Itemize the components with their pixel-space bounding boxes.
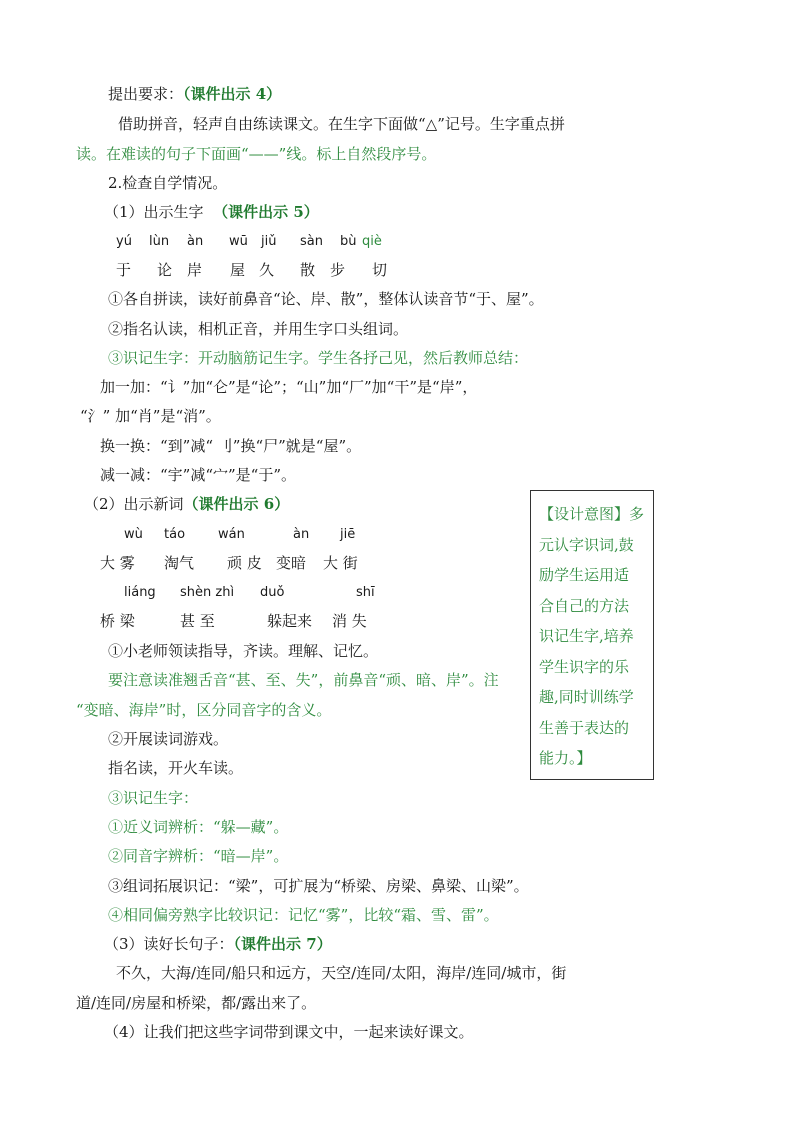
pronunciation-note: 要注意读准翘舌音“甚、至、失”，前鼻音“顽、暗、岸”。注 <box>108 671 499 689</box>
section-4-heading: （4）让我们把这些字词带到课文中，一起来读好课文。 <box>104 1023 474 1041</box>
word: 变暗 <box>276 554 307 572</box>
step-1: ①各自拼读，读好前鼻音“论、岸、散”，整体认读音节“于、屋”。 <box>108 290 544 308</box>
word: 大 雾 <box>100 554 135 572</box>
pinyin: jiē <box>340 527 356 542</box>
long-sentence: 不久，大海/连同/船只和远方，天空/连同/太阳，海岸/连同/城市，街 <box>116 964 567 982</box>
section-1-heading: （1）出示生字 （课件出示 5） <box>104 203 319 221</box>
design-intent-line: 励学生运用适 <box>539 566 630 584</box>
step-3: ③识记生字：开动脑筋记生字。学生各抒己见，然后教师总结： <box>108 349 529 367</box>
character: 岸 <box>187 261 203 279</box>
word: 消 失 <box>332 612 367 630</box>
character: 久 <box>259 261 275 279</box>
design-intent-box <box>530 490 654 780</box>
character: 散 <box>300 261 316 279</box>
courseware-ref-7: （课件出示 7） <box>233 935 332 953</box>
pronunciation-note-cont: “变暗、海岸”时，区分同音字的含义。 <box>76 701 332 719</box>
pinyin: bù <box>340 234 357 249</box>
word: 桥 梁 <box>100 612 135 630</box>
pinyin: qiè <box>362 234 382 249</box>
instruction-text: 借助拼音，轻声自由练读课文。在生字下面做“△”记号。生字重点拼 <box>118 115 565 133</box>
word: 甚 至 <box>180 612 215 630</box>
character: 屋 <box>230 261 246 279</box>
pinyin: wán <box>218 527 245 542</box>
subtract-method: 减一减：“宇”减“宀”是“于”。 <box>100 466 297 484</box>
long-sentence-cont: 道/连同/房屋和桥梁，都/露出来了。 <box>76 994 317 1012</box>
step-game: ②开展读词游戏。 <box>108 730 229 748</box>
requirement-label: 提出要求： <box>108 85 184 103</box>
pinyin: liáng <box>124 585 156 600</box>
memorize-4: ④相同偏旁熟字比较识记：记忆“雾”，比较“霜、雪、雷”。 <box>108 906 499 924</box>
courseware-ref-6: （课件出示 6） <box>183 495 290 513</box>
character: 步 <box>330 261 346 279</box>
pinyin: àn <box>187 234 204 249</box>
instruction-text-cont: 读。在难读的句子下面画“——”线。标上自然段序号。 <box>76 145 437 163</box>
pinyin: duǒ <box>260 585 285 600</box>
memorize-heading: ③识记生字： <box>108 789 199 807</box>
memorize-3: ③组词拓展识记：“梁”，可扩展为“桥梁、房梁、鼻梁、山梁”。 <box>108 877 529 895</box>
design-intent-line: 元认字识词,鼓 <box>539 535 634 554</box>
pinyin: lùn <box>149 234 170 249</box>
design-intent-line: 【设计意图】多 <box>539 505 645 523</box>
add-method-cont: “氵” 加“肖”是“消”。 <box>80 407 221 425</box>
requirement-line <box>108 84 281 104</box>
courseware-ref-5: （课件出示 5） <box>213 203 319 221</box>
pinyin: jiǔ <box>261 234 277 249</box>
word: 淘气 <box>164 554 195 572</box>
section-2-heading: （2）出示新词（课件出示 6） <box>84 495 290 513</box>
word: 大 街 <box>323 554 358 572</box>
character: 切 <box>372 261 388 279</box>
memorize-2: ②同音字辨析：“暗—岸”。 <box>108 847 289 865</box>
word: 顽 皮 <box>227 554 262 572</box>
word: 躲起来 <box>267 612 313 630</box>
pinyin: sàn <box>300 234 323 249</box>
pinyin: àn <box>293 527 310 542</box>
design-intent-line: 合自己的方法 <box>539 596 630 615</box>
pinyin: wù <box>124 527 143 542</box>
pinyin: wū <box>229 234 248 249</box>
section-3-heading: （3）读好长句子：（课件出示 7） <box>104 935 332 953</box>
pinyin: táo <box>164 527 186 542</box>
design-intent-line: 学生识字的乐 <box>539 657 630 676</box>
pinyin: shī <box>356 585 375 600</box>
swap-method: 换一换：“到”减“ 刂”换“尸”就是“屋”。 <box>100 437 362 455</box>
add-method: 加一加：“讠”加“仑”是“论”；“山”加“厂”加“干”是“岸”， <box>100 378 478 396</box>
character: 论 <box>157 261 173 279</box>
character: 于 <box>116 261 132 279</box>
step-lead-read: ①小老师领读指导，齐读。理解、记忆。 <box>108 642 379 660</box>
design-intent-line: 能力。】 <box>539 749 592 767</box>
game-detail: 指名读，开火车读。 <box>108 759 244 777</box>
design-intent-line: 趣,同时训练学 <box>539 688 634 706</box>
pinyin: yú <box>116 234 132 249</box>
check-heading: 2.检查自学情况。 <box>108 174 228 192</box>
memorize-1: ①近义词辨析：“躲—藏”。 <box>108 818 289 836</box>
step-2: ②指名认读，相机正音，并用生字口头组词。 <box>108 320 409 338</box>
courseware-ref-4: （课件出示 4） <box>183 85 282 103</box>
design-intent-line: 识记生字,培养 <box>539 627 634 645</box>
design-intent-line: 生善于表达的 <box>539 718 630 737</box>
pinyin: shèn zhì <box>180 585 235 600</box>
